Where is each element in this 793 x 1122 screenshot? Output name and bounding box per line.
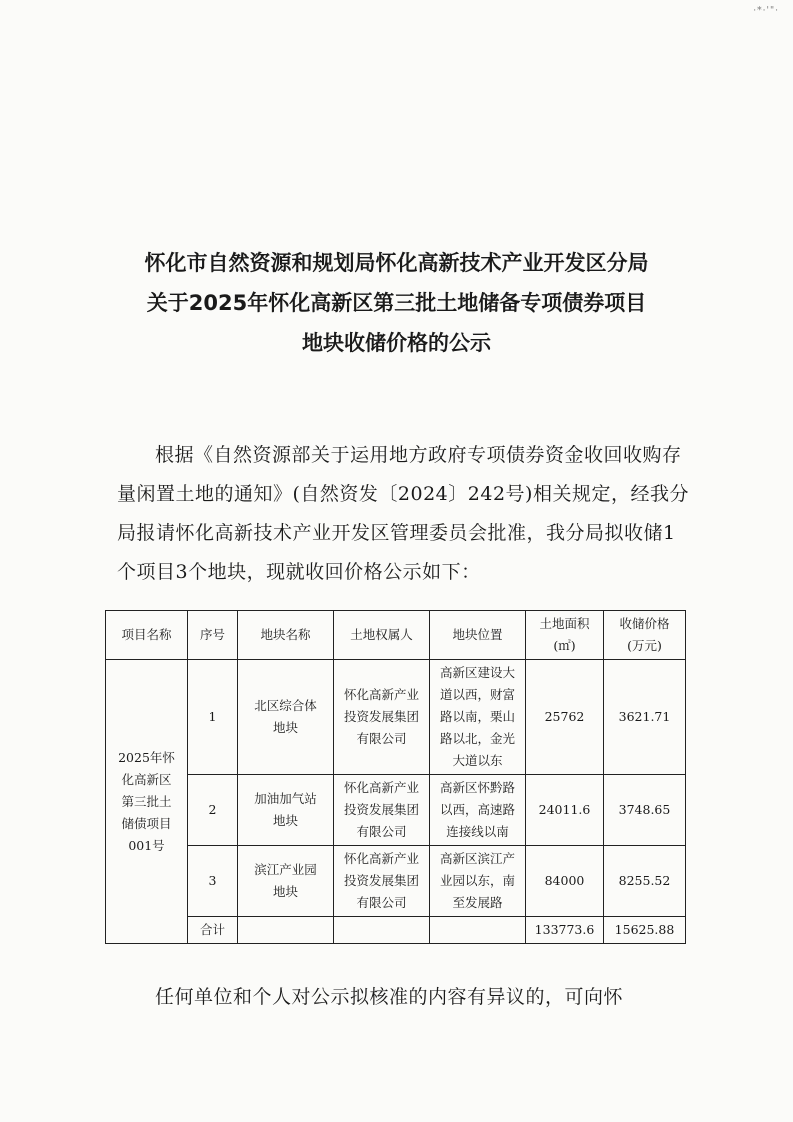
row-no: 2 [188,775,238,846]
header-plot-name: 地块名称 [238,611,334,660]
title-line-3: 地块收储价格的公示 [302,331,491,355]
table-row [106,846,686,917]
row-area: 25762 [526,660,604,775]
header-location: 地块位置 [430,611,526,660]
total-label: 合计 [188,917,238,944]
table-row [106,775,686,846]
project-name-cell: 2025年怀 化高新区 第三批土 储债项目 001号 [106,660,188,944]
row-area: 24011.6 [526,775,604,846]
document-title [0,243,793,363]
header-area: 土地面积 (㎡) [526,611,604,660]
land-price-table [105,610,686,944]
row-location: 高新区滨江产 业园以东，南 至发展路 [430,846,526,917]
total-empty-cell [238,917,334,944]
row-price: 3748.65 [604,775,686,846]
title-line-1: 怀化市自然资源和规划局怀化高新技术产业开发区分局 [144,251,649,275]
row-plot-name: 北区综合体 地块 [238,660,334,775]
total-price: 15625.88 [604,917,686,944]
closing-paragraph: 任何单位和个人对公示拟核准的内容有异议的，可向怀 [155,986,624,1008]
row-no: 3 [188,846,238,917]
row-location: 高新区建设大 道以西，财富 路以南，栗山 路以北，金光 大道以东 [430,660,526,775]
row-area: 84000 [526,846,604,917]
row-price: 3621.71 [604,660,686,775]
table-header-row [106,611,686,660]
row-plot-name: 滨江产业园 地块 [238,846,334,917]
row-price: 8255.52 [604,846,686,917]
closing-paragraph-block [117,978,689,1017]
total-area: 133773.6 [526,917,604,944]
header-project-name: 项目名称 [106,611,188,660]
header-owner: 土地权属人 [334,611,430,660]
intro-paragraph-block [117,436,689,592]
title-line-2: 关于2025年怀化高新区第三批土地储备专项债券项目 [146,291,647,315]
total-empty-cell [430,917,526,944]
intro-paragraph: 根据《自然资源部关于运用地方政府专项债券资金收回收购存量闲置土地的通知》(自然资发〔2024〕242号)相关规定，经我分局报请怀化高新技术产业开发区管理委员会批准，我分局拟收储1个项目3个地块，现就收回价格公示如下： [117,444,689,583]
header-no: 序号 [188,611,238,660]
row-plot-name: 加油加气站 地块 [238,775,334,846]
row-location: 高新区怀黔路 以西，高速路 连接线以南 [430,775,526,846]
row-owner: 怀化高新产业 投资发展集团 有限公司 [334,660,430,775]
scan-mark: ·*·'"· [753,6,779,16]
total-empty-cell [334,917,430,944]
header-price: 收储价格 (万元) [604,611,686,660]
row-owner: 怀化高新产业 投资发展集团 有限公司 [334,775,430,846]
table-row [106,660,686,775]
row-no: 1 [188,660,238,775]
table-total-row [106,917,686,944]
row-owner: 怀化高新产业 投资发展集团 有限公司 [334,846,430,917]
